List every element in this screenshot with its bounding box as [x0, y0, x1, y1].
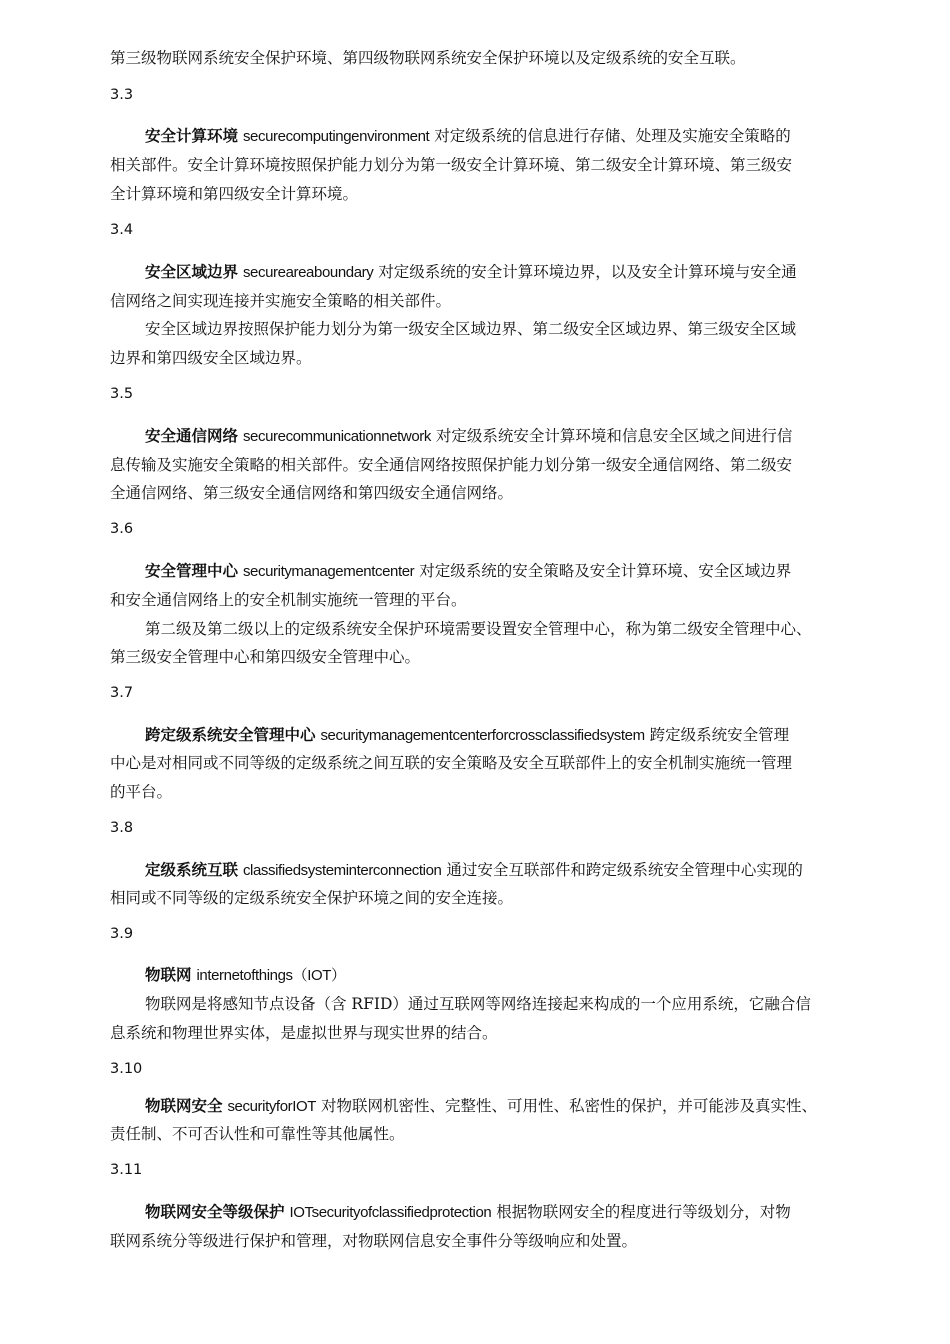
definition-3-4-line4: 边界和第四级安全区域边界。	[110, 349, 312, 367]
section-number-3-7: 3.7	[110, 685, 134, 701]
section-number-3-5: 3.5	[110, 386, 134, 402]
term-en-3-9: internetofthings（IOT）	[196, 967, 346, 984]
definition-3-9-line1: 物联网是将感知节点设备（含 RFID）通过互联网等网络连接起来构成的一个应用系统，它融合信	[145, 995, 811, 1013]
definition-3-5-text1: 对定级系统安全计算环境和信息安全区域之间进行信	[435, 427, 793, 445]
definition-3-3-text1: 对定级系统的信息进行存储、处理及实施安全策略的	[434, 127, 791, 145]
definition-3-10-line2: 责任制、不可否认性和可靠性等其他属性。	[110, 1125, 405, 1143]
definition-3-11-line2: 联网系统分等级进行保护和管理，对物联网信息安全事件分等级响应和处置。	[110, 1232, 638, 1250]
definition-3-6-line1	[145, 561, 890, 582]
term-3-11: 物联网安全等级保护	[145, 1203, 285, 1221]
section-number-3-4: 3.4	[110, 222, 134, 238]
term-3-6: 安全管理中心	[145, 562, 239, 580]
section-number-3-3: 3.3	[110, 87, 134, 103]
term-3-10: 物联网安全	[145, 1097, 223, 1115]
definition-3-11-text1: 根据物联网安全的程度进行等级划分，对物	[496, 1203, 791, 1221]
definition-3-3-line3: 全计算环境和第四级安全计算环境。	[110, 185, 359, 203]
section-number-3-9: 3.9	[110, 926, 134, 942]
term-en-3-4: secureareaboundary	[242, 264, 374, 281]
definition-3-7-text1: 跨定级系统安全管理	[649, 726, 790, 744]
term-line-3-9	[145, 965, 890, 986]
term-en-3-3: securecomputingenvironment	[242, 128, 430, 145]
section-number-3-6: 3.6	[110, 521, 134, 537]
definition-3-4-line3: 安全区域边界按照保护能力划分为第一级安全区域边界、第二级安全区域边界、第三级安全区域	[145, 320, 797, 338]
definition-3-7-line3: 的平台。	[110, 783, 173, 801]
term-en-3-6: securitymanagementcenter	[242, 563, 415, 580]
definition-3-6-text1: 对定级系统的安全策略及安全计算环境、安全区域边界	[419, 562, 792, 580]
term-3-8: 定级系统互联	[145, 861, 239, 879]
definition-3-8-line1	[145, 860, 890, 881]
term-3-7: 跨定级系统安全管理中心	[145, 726, 316, 744]
term-3-5: 安全通信网络	[145, 427, 239, 445]
term-3-9: 物联网	[145, 966, 192, 984]
term-3-3: 安全计算环境	[145, 127, 239, 145]
definition-3-10-line1	[145, 1096, 890, 1117]
definition-3-4-line1	[145, 262, 890, 283]
intro-line: 第三级物联网系统安全保护环境、第四级物联网系统安全保护环境以及定级系统的安全互联。	[110, 49, 746, 67]
definition-3-5-line2: 息传输及实施安全策略的相关部件。安全通信网络按照保护能力划分第一级安全通信网络、第二级安	[110, 456, 793, 474]
term-3-4: 安全区域边界	[145, 263, 239, 281]
definition-3-9-line2: 息系统和物理世界实体，是虚拟世界与现实世界的结合。	[110, 1024, 498, 1042]
definition-3-5-line1	[145, 426, 890, 447]
definition-3-7-line2: 中心是对相同或不同等级的定级系统之间互联的安全策略及安全互联部件上的安全机制实施统一管理	[110, 754, 793, 772]
definition-3-3-line1	[145, 126, 890, 147]
definition-3-11-line1	[145, 1202, 890, 1223]
definition-3-6-line2: 和安全通信网络上的安全机制实施统一管理的平台。	[110, 591, 467, 609]
section-number-3-10: 3.10	[110, 1061, 143, 1077]
term-en-3-10: securityforIOT	[227, 1098, 317, 1115]
term-en-3-7: securitymanagementcenterforcrossclassifiedsystem	[320, 727, 645, 744]
definition-3-6-line3: 第二级及第二级以上的定级系统安全保护环境需要设置安全管理中心，称为第二级安全管理中心、	[145, 620, 812, 638]
section-number-3-11: 3.11	[110, 1162, 143, 1178]
term-en-3-5: securecommunicationnetwork	[242, 428, 431, 445]
definition-3-4-line2: 信网络之间实现连接并实施安全策略的相关部件。	[110, 292, 452, 310]
definition-3-8-line2: 相同或不同等级的定级系统安全保护环境之间的安全连接。	[110, 889, 514, 907]
term-en-3-8: classifiedsysteminterconnection	[242, 862, 442, 879]
section-number-3-8: 3.8	[110, 820, 134, 836]
definition-3-3-line2: 相关部件。安全计算环境按照保护能力划分为第一级安全计算环境、第二级安全计算环境、第三级安	[110, 156, 793, 174]
definition-3-10-text1: 对物联网机密性、完整性、可用性、私密性的保护，并可能涉及真实性、	[320, 1097, 817, 1115]
definition-3-5-line3: 全通信网络、第三级安全通信网络和第四级安全通信网络。	[110, 484, 514, 502]
definition-3-4-text1: 对定级系统的安全计算环境边界，以及安全计算环境与安全通	[378, 263, 797, 281]
term-en-3-11: IOTsecurityofclassifiedprotection	[289, 1204, 492, 1221]
definition-3-7-line1	[145, 725, 890, 746]
definition-3-8-text1: 通过安全互联部件和跨定级系统安全管理中心实现的	[446, 861, 803, 879]
definition-3-6-line4: 第三级安全管理中心和第四级安全管理中心。	[110, 648, 421, 666]
